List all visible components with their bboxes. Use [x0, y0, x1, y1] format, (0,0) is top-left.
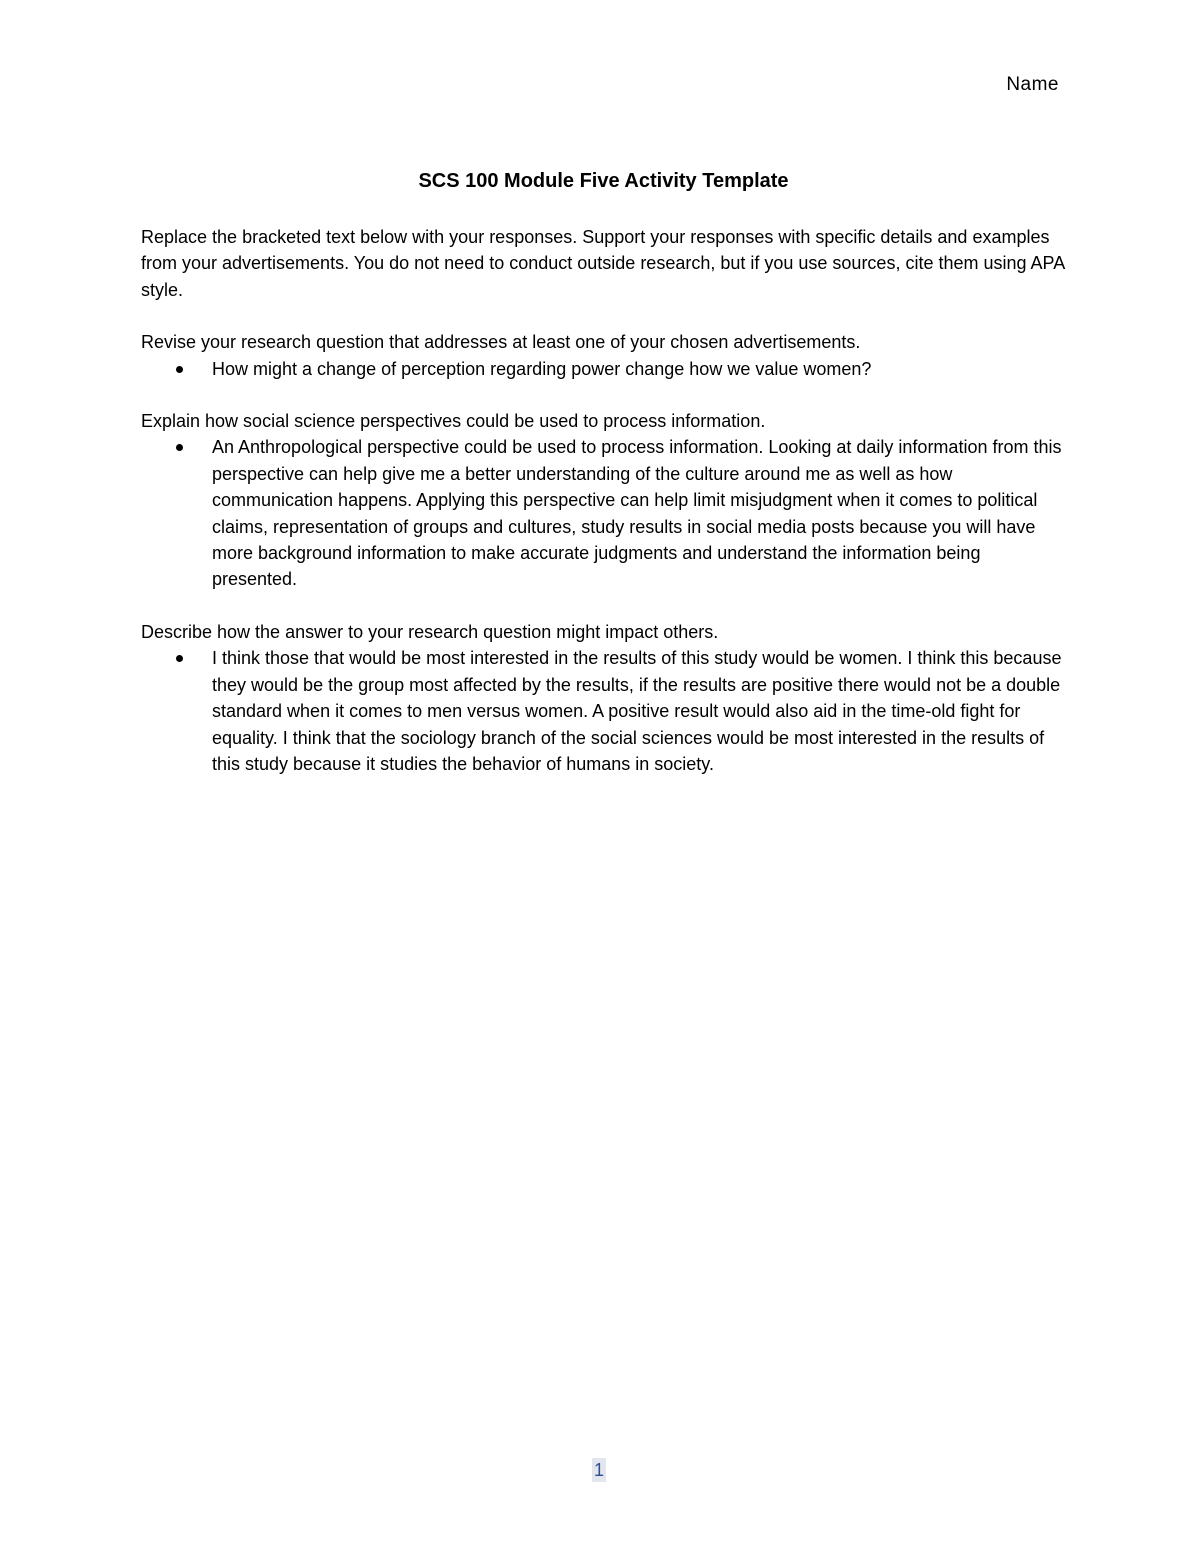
bullet-list	[141, 645, 1066, 777]
section-prompt: Describe how the answer to your research question might impact others.	[141, 621, 719, 642]
bullet-item	[141, 645, 1066, 777]
bullet-list	[141, 434, 1066, 592]
bullet-dot-icon	[176, 655, 183, 662]
bullet-text: I think those that would be most interested in the results of this study would be women. I think this because they would be the group most affected by the results, if the results are positive there would not be a double standard when it comes to men versus women. A positive result would also aid in the time-old fight for equality. I think that the sociology branch of the social sciences would be most interested in the results of this study because it studies the behavior of humans in society.	[212, 648, 1062, 774]
bullet-dot-icon	[176, 444, 183, 451]
bullet-dot-icon	[176, 366, 183, 373]
bullet-item	[141, 356, 1066, 382]
section-impact-on-others	[141, 619, 1066, 777]
document-body	[141, 168, 1066, 803]
bullet-item	[141, 434, 1066, 592]
section-social-science-perspectives	[141, 408, 1066, 593]
instructions-paragraph: Replace the bracketed text below with your responses. Support your responses with specific details and examples from your advertisements. You do not need to conduct outside research, but if you use sources, cite them using APA style.	[141, 227, 1065, 300]
page-number: 1	[593, 1460, 604, 1480]
header-name-label: Name	[1006, 74, 1059, 95]
section-prompt: Explain how social science perspectives could be used to process information.	[141, 411, 766, 432]
section-prompt: Revise your research question that addresses at least one of your chosen advertisements.	[141, 332, 861, 353]
bullet-text: How might a change of perception regarding power change how we value women?	[212, 358, 872, 379]
bullet-text: An Anthropological perspective could be used to process information. Looking at daily information from this perspective can help give me a better understanding of the culture around me as well as how communication happens. Applying this perspective can help limit misjudgment when it comes to political claims, representation of groups and cultures, study results in social media posts because you will have more background information to make accurate judgments and understand the information being presented.	[212, 437, 1062, 590]
section-research-question	[141, 329, 1066, 382]
bullet-list	[141, 356, 1066, 382]
document-title: SCS 100 Module Five Activity Template	[418, 170, 789, 192]
